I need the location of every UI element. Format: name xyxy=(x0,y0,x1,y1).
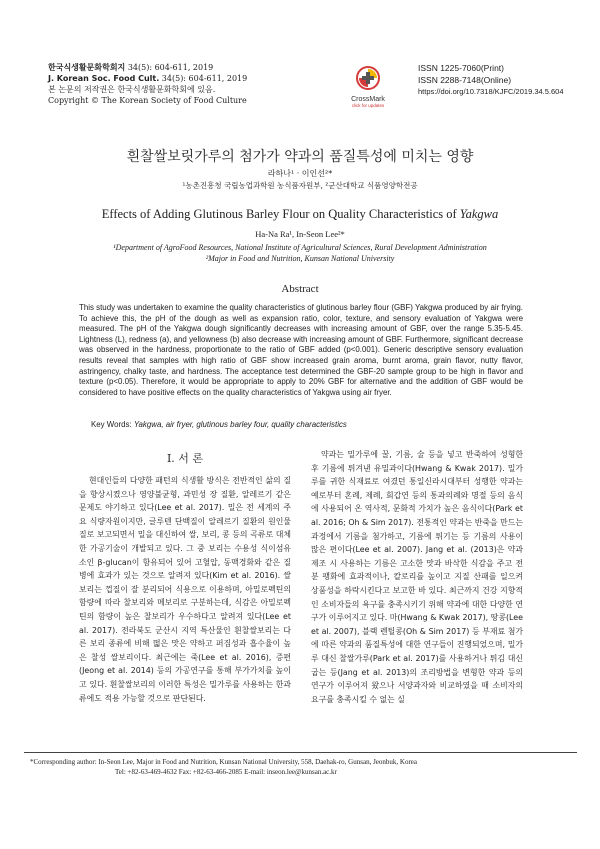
crossmark-sublabel: click for updates xyxy=(351,103,385,108)
crossmark-icon xyxy=(356,66,380,90)
title-korean: 흰찰쌀보릿가루의 첨가가 약과의 품질특성에 미치는 영향 xyxy=(126,149,474,165)
title-english-italic: Yakgwa xyxy=(459,207,499,221)
corresponding-line-1: *Corresponding author: In-Seon Lee, Major in Food and Nutrition, Kunsan National University, 558, Daehak-ro, Gunsan, Jeonbuk, Korea xyxy=(30,758,417,766)
issn-print: ISSN 1225-7060(Print) xyxy=(418,63,504,73)
authors-korean: 라하나¹ · 이인선²* xyxy=(267,169,333,178)
abstract-heading: Abstract xyxy=(281,283,319,295)
corresponding-author-note xyxy=(30,757,417,777)
journal-volume-ko: 34(5): 604-611, 2019 xyxy=(127,63,214,72)
affiliations-korean: ¹농촌진흥청 국립농업과학원 농식품자원부, ²군산대학교 식품영양학전공 xyxy=(182,181,418,190)
body-column-left xyxy=(79,474,291,705)
affiliation-english-1: ¹Department of AgroFood Resources, National Institute of Agricultural Sciences, Rural Development Administration xyxy=(113,243,487,252)
crossmark-badge[interactable] xyxy=(342,66,394,108)
keywords-label: Key Words: xyxy=(91,420,132,429)
issn-online: ISSN 2288-7148(Online) xyxy=(418,75,512,85)
section-heading-introduction: I. 서 론 xyxy=(166,452,204,465)
title-english xyxy=(0,207,600,222)
journal-volume-en: 34(5): 604-611, 2019 xyxy=(161,74,248,83)
keywords xyxy=(91,420,521,429)
doi-link[interactable]: https://doi.org/10.7318/KJFC/2019.34.5.604 xyxy=(418,87,564,96)
body-paragraph-left: 현대인들의 다양한 패턴의 식생활 방식은 전반적인 삶의 질을 향상시켰으나 영양불균형, 과민성 장 질환, 알레르기 같은 문제도 야기하고 있다(Lee et al. 2017). 밀은 전 세계의 주요 식량자원이지만, 글루텐 단백질이 알레르기 질환의 원인물질로 보고되면서 밀을 대신하여 쌀, 보리, 콩 등의 곡류로 대체한 가공기술이 개발되고 있다. 그 중 보리는 수용성 식이섬유소인 β-glucan이 함유되어 있어 고혈압, 동맥경화와 같은 질병에 효과가 있는 것으로 알려져 있다(Kim et al. 2016). 쌀보리는 껍질이 잘 분리되어 식용으로 이용하며, 아밀로펙틴의 함량에 따라 찰보리와 메보리로 구분하는데, 식감은 아밀로펙틴의 함량이 높은 찰보리가 우수하다고 알려져 있다(Lee et al. 2017). 전라북도 군산시 지역 특산물인 흰찰쌀보리는 다른 보리 종류에 비해 떫은 맛은 약하고 퍼짐성과 흡수율이 높은 찰성 쌀보리이다. 최근에는 죽(Lee et al. 2016), 증편(Jeong et al. 2014) 등의 가공연구를 통해 부가가치를 높이고 있다. 흰찰쌀보리의 이러한 특성은 밀가루를 사용하는 한과류에도 적용 가능할 것으로 판단된다. xyxy=(79,476,291,703)
issn-block xyxy=(418,62,564,98)
abstract-text: This study was undertaken to examine the quality characteristics of glutinous barley flour (GBF) Yakgwa produced by air frying. To achieve this, the pH of the dough as well as expansion ratio, color, texture, and sensory evaluation of Yakgwa were measured. The pH of the Yakgwa dough significantly decreases with increasing amount of GBF, over the range 5.35-5.45. Lightness (L), redness (a), and yellowness (b) also decrease with increasing amount of GBF. Furthermore, significant decrease was observed in the hardness, proportionate to the ratio of GBF added (p<0.001). Generic descriptive sensory evaluation results reveal that samples with high ratio of GBF show increased grain aroma, burnt aroma, grain flavor, nutty flavor, astringency, chalky taste, and hardness. The acceptance test determined the GBF-20 sample group to be high in flavor and texture (p<0.05). Therefore, it would be appropriate to apply to 20% GBF for alternative and the addition of GBF would be considered to have positive effects on the quality characteristics of Yakgwa using air fryer. xyxy=(79,303,523,397)
journal-name-en: J. Korean Soc. Food Cult. xyxy=(48,74,160,83)
authors-english: Ha-Na Ra¹, In-Seon Lee²* xyxy=(255,229,345,239)
journal-header xyxy=(48,62,247,106)
title-english-main: Effects of Adding Glutinous Barley Flour on Quality Characteristics of xyxy=(101,207,460,221)
journal-name-ko: 한국식생활문화학회지 xyxy=(48,63,126,72)
corresponding-line-2: Tel: +82-63-469-4632 Fax: +82-63-466-2085 E-mail: inseon.lee@kunsan.ac.kr xyxy=(115,768,337,776)
copyright-ko: 본 논문의 저작권은 한국식생활문화학회에 있음. xyxy=(48,85,216,94)
body-column-right xyxy=(311,448,523,706)
crossmark-label: CrossMark xyxy=(351,96,385,103)
body-paragraph-right: 약과는 밀가루에 꿀, 기름, 술 등을 넣고 반죽하여 성형한 후 기름에 튀겨낸 유밀과이다(Hwang & Kwak 2017). 밀가루를 귀한 식재료로 여겼던 통일신라시대부터 성행한 약과는 예로부터 혼례, 제례, 회갑연 등의 통과의례와 명절 등의 음식에 사용되어 온 역사적, 문화적 가치가 높은 음식이다(Park et al. 2016; Oh & Sim 2017). 전통적인 약과는 반죽을 만드는 과정에서 기름을 첨가하고, 기름에 튀기는 등 기름의 사용이 많은 편이다(Lee et al. 2007). Jang et al. (2013)은 약과 제조 시 사용하는 기름은 고소한 맛과 바삭한 식감을 주고 전분 팽화에 효과적이나, 칼로리를 높이고 지질 산패를 일으켜 상품성을 하락시킨다고 보고한 바 있다. 최근까지 건강 지향적인 소비자들의 욕구를 충족시키기 위해 약과에 대한 다양한 연구가 이루어지고 있다. 마(Hwang & Kwak 2017), 땅콩(Lee et al. 2007), 블랙 렌틸콩(Oh & Sim 2017) 등 부재료 첨가에 따른 약과의 품질특성에 대한 연구들이 진행되었으며, 밀가루 대신 찰쌀가루(Park et al. 2017)를 사용하거나 튀김 대신 굽는 등(Jang et al. 2013)의 조리방법을 변형한 약과 등의 연구가 이루어져 왔으나 서양과자와 비교하였을 때 소비자의 요구를 충족시킬 수 없는 실 xyxy=(311,450,523,704)
affiliation-english-2: ²Major in Food and Nutrition, Kunsan National University xyxy=(205,254,395,263)
keywords-list: Yakgwa, air fryer, glutinous barley four, quality characteristics xyxy=(133,420,347,429)
footnote-divider xyxy=(24,752,577,753)
copyright-en: Copyright © The Korean Society of Food Culture xyxy=(48,96,247,105)
